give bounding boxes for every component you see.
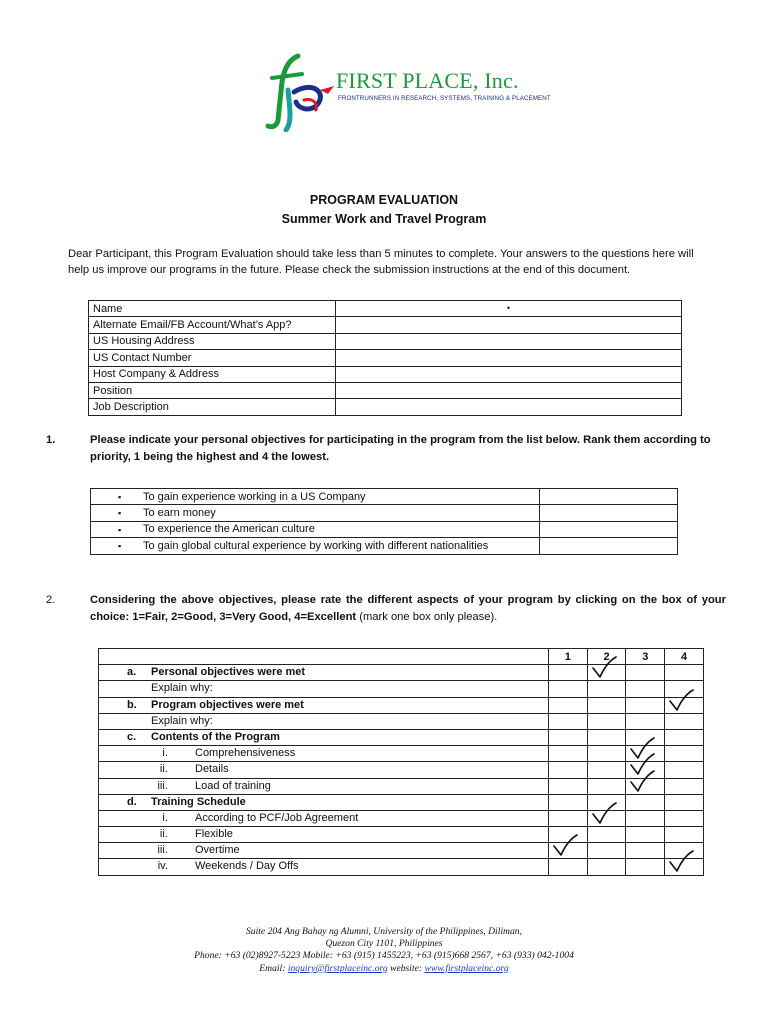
rating-checkbox-1[interactable] <box>548 859 587 875</box>
rating-checkbox-4[interactable] <box>665 778 704 794</box>
rating-item-marker: b. <box>127 698 137 711</box>
info-value-field[interactable]: • <box>336 301 682 317</box>
rating-item-marker: c. <box>127 730 137 743</box>
rating-item <box>99 827 549 843</box>
intro-paragraph: Dear Participant, this Program Evaluation should take less than 5 minutes to complete. Your answers to the questions here will help us improve our programs in the future. Please check the submission instructions at the end of this document. <box>68 248 694 276</box>
rating-checkbox-2[interactable] <box>587 859 626 875</box>
rating-column-header: 1 <box>548 649 587 665</box>
rating-item <box>99 794 549 810</box>
bullet-icon: ▪ <box>118 492 122 502</box>
rating-item-marker: i. <box>162 747 168 760</box>
rating-item-label: Training Schedule <box>151 795 246 808</box>
rating-item-label: According to PCF/Job Agreement <box>195 811 359 824</box>
rating-item <box>99 859 549 875</box>
rating-item-label: Overtime <box>195 844 240 857</box>
rating-checkbox-2[interactable] <box>587 681 626 697</box>
footer-contact <box>0 963 768 975</box>
rating-checkbox-2[interactable] <box>587 810 626 826</box>
info-row <box>89 333 682 349</box>
rating-item-label: Load of training <box>195 779 271 792</box>
info-row <box>89 366 682 382</box>
info-value-field[interactable] <box>336 366 682 382</box>
rating-checkbox-1[interactable] <box>548 843 587 859</box>
objective-text: To experience the American culture <box>143 523 315 536</box>
objective-row <box>91 521 678 537</box>
rating-item-label: Contents of the Program <box>151 730 280 743</box>
footer <box>0 926 768 975</box>
objective-text: To gain experience working in a US Company <box>143 490 366 503</box>
rating-row <box>99 827 704 843</box>
info-label: US Contact Number <box>89 350 336 366</box>
rating-checkbox-3[interactable] <box>626 778 665 794</box>
question-2-text: Considering the above objectives, please rate the different aspects of your program by clicking on the box of your choice: 1=Fair, 2=Good, 3=Very Good, 4=Excellent <box>90 594 726 623</box>
rating-item-marker: iv. <box>157 860 168 873</box>
rating-item-marker: ii. <box>159 763 168 776</box>
rating-checkbox-2[interactable] <box>587 762 626 778</box>
info-value-field[interactable] <box>336 350 682 366</box>
rating-item-label: Flexible <box>195 828 233 841</box>
rating-item <box>99 778 549 794</box>
rating-row <box>99 843 704 859</box>
rating-checkbox-2[interactable] <box>587 713 626 729</box>
rating-checkbox-4[interactable] <box>665 697 704 713</box>
footer-email-label: Email: <box>259 962 288 974</box>
rating-row <box>99 746 704 762</box>
rating-checkbox-4[interactable] <box>665 827 704 843</box>
info-row <box>89 382 682 398</box>
objectives-table <box>90 488 678 555</box>
info-value-field[interactable] <box>336 333 682 349</box>
rating-item <box>99 729 549 745</box>
rating-item-marker: iii. <box>157 844 168 857</box>
rating-checkbox-2[interactable] <box>587 827 626 843</box>
rank-field[interactable] <box>540 521 678 537</box>
rating-checkbox-4[interactable] <box>665 810 704 826</box>
rank-field[interactable] <box>540 489 678 505</box>
checkmark-icon <box>590 656 618 680</box>
rating-checkbox-3[interactable] <box>626 697 665 713</box>
info-value-field[interactable] <box>336 382 682 398</box>
rating-item-label: Comprehensiveness <box>195 747 296 760</box>
rating-item <box>99 665 549 681</box>
rating-checkbox-4[interactable] <box>665 746 704 762</box>
question-1-number: 1. <box>46 434 56 446</box>
objective-item <box>91 505 540 521</box>
rating-item-marker: a. <box>127 666 137 679</box>
rating-checkbox-1[interactable] <box>548 681 587 697</box>
fp-logo-icon <box>258 50 338 132</box>
rank-field[interactable] <box>540 505 678 521</box>
rating-column-header: 2 <box>587 649 626 665</box>
rating-checkbox-3[interactable] <box>626 713 665 729</box>
question-1 <box>46 432 726 466</box>
rating-checkbox-3[interactable] <box>626 827 665 843</box>
info-label: Alternate Email/FB Account/What’s App? <box>89 317 336 333</box>
info-label: Name <box>89 301 336 317</box>
info-row <box>89 350 682 366</box>
footer-website-label: website: <box>387 962 425 974</box>
rating-row <box>99 762 704 778</box>
rating-item-label: Program objectives were met <box>151 698 304 711</box>
website-link[interactable]: www.firstplaceinc.org <box>424 962 509 974</box>
bullet-icon: ▪ <box>118 524 122 535</box>
company-name: FIRST PLACE, Inc. <box>336 68 519 93</box>
rating-item-label: Explain why: <box>151 714 213 727</box>
rating-item <box>99 713 549 729</box>
info-label: Host Company & Address <box>89 366 336 382</box>
rating-checkbox-4[interactable] <box>665 859 704 875</box>
rating-checkbox-3[interactable] <box>626 794 665 810</box>
bullet-icon: ▪ <box>118 541 122 552</box>
rating-checkbox-2[interactable] <box>587 843 626 859</box>
info-row <box>89 317 682 333</box>
participant-info-table <box>88 300 682 416</box>
rating-row <box>99 810 704 826</box>
rating-item <box>99 697 549 713</box>
rank-field[interactable] <box>540 538 678 554</box>
rating-row <box>99 778 704 794</box>
rating-item-label: Details <box>195 763 229 776</box>
checkmark-icon <box>667 689 695 713</box>
company-tagline: FRONTRUNNERS IN RESEARCH, SYSTEMS, TRAINING & PLACEMENT <box>338 95 551 102</box>
rating-row <box>99 729 704 745</box>
rating-checkbox-3[interactable] <box>626 665 665 681</box>
objective-item <box>91 521 540 537</box>
rating-checkbox-1[interactable] <box>548 746 587 762</box>
rating-item <box>99 762 549 778</box>
rating-row <box>99 681 704 697</box>
document-subtitle: Summer Work and Travel Program <box>281 212 487 226</box>
footer-address-line-1: Suite 204 Ang Bahay ng Alumni, University of the Philippines, Diliman, <box>246 926 522 937</box>
rating-checkbox-3[interactable] <box>626 810 665 826</box>
rating-checkbox-1[interactable] <box>548 794 587 810</box>
objective-item <box>91 489 540 505</box>
checkmark-icon <box>590 802 618 826</box>
email-link[interactable]: inquiry@firstplaceinc.org <box>287 962 388 974</box>
question-1-text: Please indicate your personal objectives for participating in the program from the list below. Rank them according to priority, 1 being the highest and 4 the lowest. <box>90 434 711 463</box>
objective-row <box>91 538 678 554</box>
rating-checkbox-2[interactable] <box>587 778 626 794</box>
rating-column-header: 3 <box>626 649 665 665</box>
footer-address-line-2: Quezon City 1101, Philippines <box>325 938 443 950</box>
info-value-field[interactable] <box>336 399 682 415</box>
rating-row <box>99 859 704 875</box>
rating-item-marker: i. <box>162 811 168 824</box>
objective-text: To gain global cultural experience by working with different nationalities <box>143 539 489 552</box>
rating-header-blank <box>99 649 549 665</box>
document-title: PROGRAM EVALUATION <box>309 193 459 207</box>
rating-checkbox-3[interactable] <box>626 843 665 859</box>
footer-phone: Phone: +63 (02)8927-5223 Mobile: +63 (915) 1455223, +63 (915)668 2567, +63 (933) 042-1004 <box>194 950 574 962</box>
rating-checkbox-2[interactable] <box>587 746 626 762</box>
info-row <box>89 399 682 415</box>
rating-checkbox-1[interactable] <box>548 713 587 729</box>
rating-item <box>99 843 549 859</box>
info-value-field[interactable] <box>336 317 682 333</box>
info-label: US Housing Address <box>89 333 336 349</box>
rating-checkbox-4[interactable] <box>665 762 704 778</box>
checkmark-icon <box>551 834 579 858</box>
question-2-note: (mark one box only please). <box>356 611 498 623</box>
question-2 <box>46 592 726 626</box>
rating-checkbox-4[interactable] <box>665 794 704 810</box>
rating-checkbox-2[interactable] <box>587 697 626 713</box>
bullet-icon: ▪ <box>118 508 122 519</box>
rating-item-marker: ii. <box>159 828 168 841</box>
objective-row <box>91 505 678 521</box>
rating-item <box>99 681 549 697</box>
info-label: Position <box>89 382 336 398</box>
rating-row <box>99 665 704 681</box>
rating-checkbox-1[interactable] <box>548 697 587 713</box>
rating-column-header: 4 <box>665 649 704 665</box>
rating-checkbox-1[interactable] <box>548 729 587 745</box>
rating-item-label: Personal objectives were met <box>151 666 306 679</box>
info-row <box>89 301 682 317</box>
rating-item <box>99 746 549 762</box>
rating-item <box>99 810 549 826</box>
objective-item <box>91 538 540 554</box>
rating-item-marker: iii. <box>157 779 168 792</box>
question-2-number: 2. <box>46 594 56 606</box>
rating-checkbox-1[interactable] <box>548 665 587 681</box>
rating-table <box>98 648 704 876</box>
rating-checkbox-1[interactable] <box>548 762 587 778</box>
company-logo <box>258 50 551 132</box>
info-label: Job Description <box>89 399 336 415</box>
rating-checkbox-2[interactable] <box>587 729 626 745</box>
checkmark-icon <box>628 770 656 794</box>
rating-item-label: Weekends / Day Offs <box>195 860 299 873</box>
rating-checkbox-1[interactable] <box>548 778 587 794</box>
rating-checkbox-4[interactable] <box>665 713 704 729</box>
objective-text: To earn money <box>143 507 216 520</box>
rating-row <box>99 713 704 729</box>
rating-checkbox-2[interactable] <box>587 665 626 681</box>
checkmark-icon <box>667 850 695 874</box>
rating-checkbox-1[interactable] <box>548 810 587 826</box>
rating-item-label: Explain why: <box>151 682 213 695</box>
rating-checkbox-4[interactable] <box>665 665 704 681</box>
rating-checkbox-3[interactable] <box>626 859 665 875</box>
rating-item-marker: d. <box>127 795 137 808</box>
rating-row <box>99 697 704 713</box>
objective-row <box>91 489 678 505</box>
rating-checkbox-4[interactable] <box>665 729 704 745</box>
rating-checkbox-3[interactable] <box>626 681 665 697</box>
